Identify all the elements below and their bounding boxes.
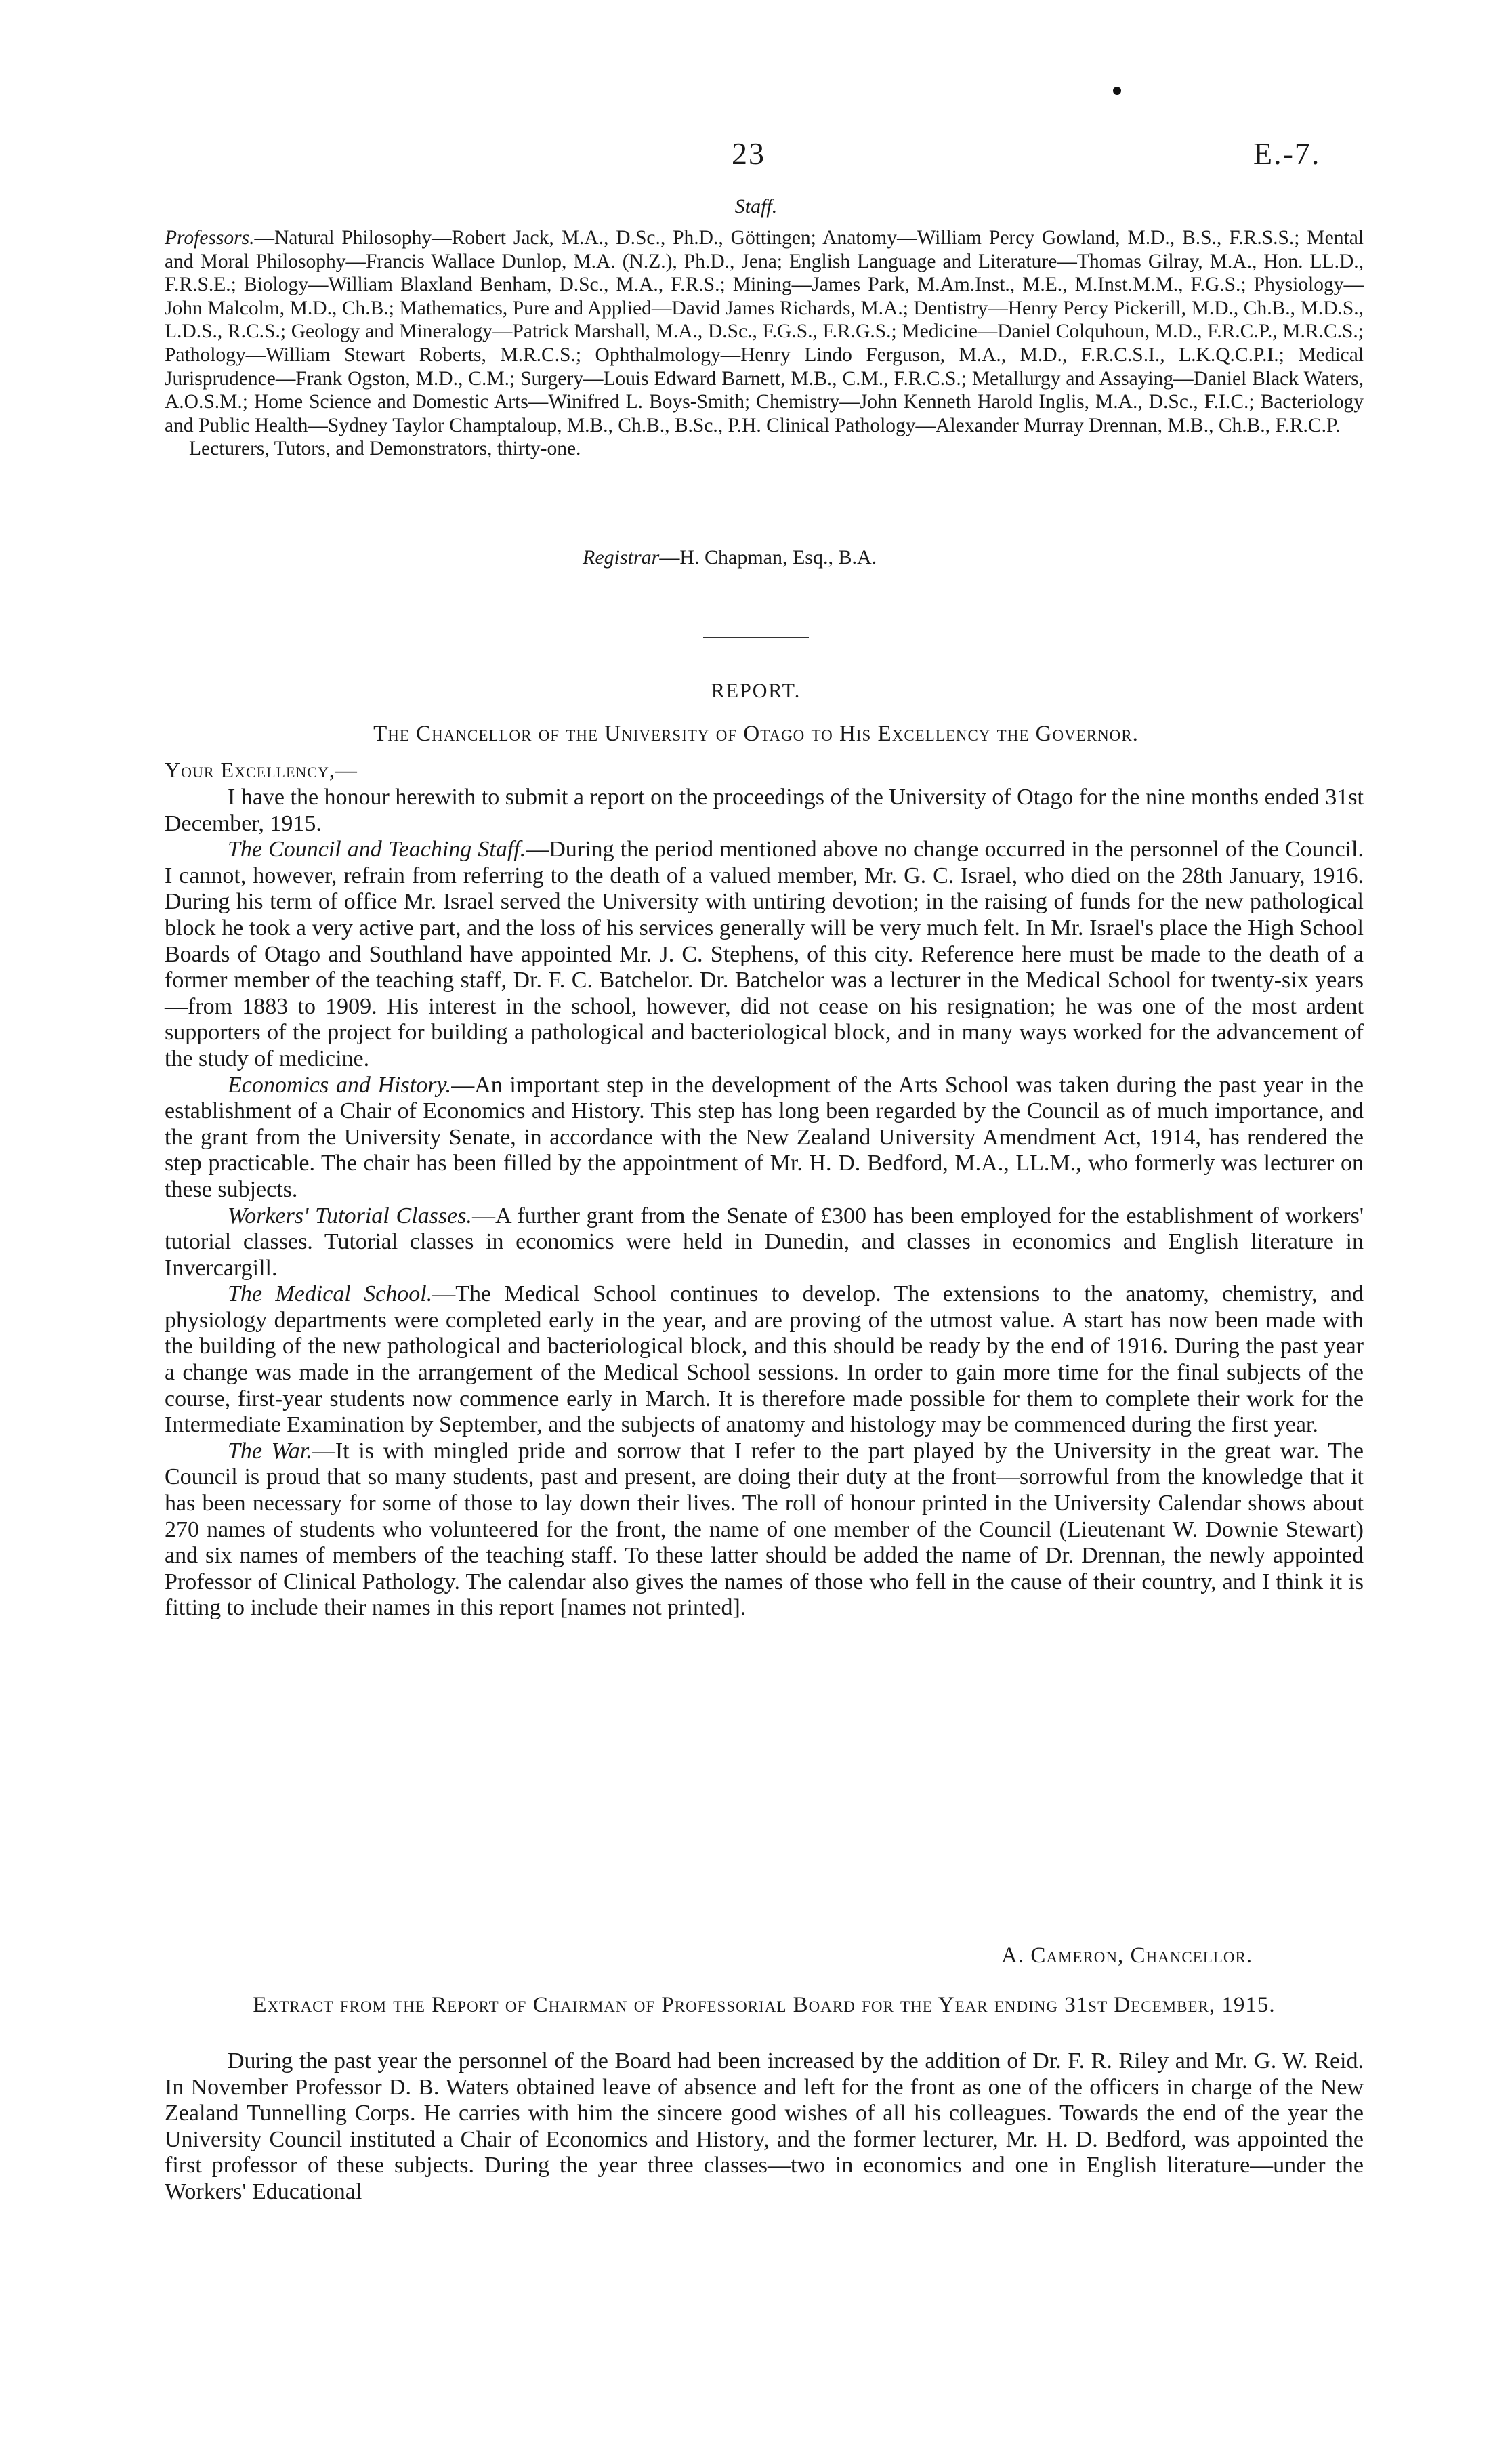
report-paragraph [165,837,1364,1072]
paragraph-text: I have the honour herewith to submit a report on the proceedings of the University of Otago for the nine months ended 31st December, 1915. [165,785,1364,836]
paragraph-lead: The War. [228,1438,312,1464]
salutation: Your Excellency,— [165,758,358,782]
paragraph-lead: The Council and Teaching Staff. [228,837,526,863]
professors-text: —Natural Philosophy—Robert Jack, M.A., D.Sc., Ph.D., Göttingen; Anatomy—William Percy Gowland, M.D., B.S., F.R.S.S.; Mental and Moral Philosophy—Francis Wallace Dunlop, M.A. (N.Z.), Ph.D., Jena; English Language and Literature—Thomas Gilray, M.A., Hon. LL.D., F.R.S.E.; Biology—William Blaxland Benham, D.Sc., M.A., F.R.S.; Mining—James Park, M.Am.Inst., M.E., M.Inst.M.M., F.G.S.; Physiology—John Malcolm, M.D., Ch.B.; Mathematics, Pure and Applied—David James Richards, M.A.; Dentistry—Henry Percy Pickerill, M.D., Ch.B., M.D.S., L.D.S., R.C.S.; Geology and Mineralogy—Patrick Marshall, M.A., D.Sc., F.G.S., F.R.G.S.; Medicine—Daniel Colquhoun, M.D., F.R.C.P., M.R.C.S.; Pathology—William Stewart Roberts, M.R.C.S.; Ophthalmology—Henry Lindo Ferguson, M.A., M.D., F.R.C.S.I., L.K.Q.C.P.I.; Medical Jurisprudence—Frank Ogston, M.D., C.M.; Surgery—Louis Edward Barnett, M.B., C.M., F.R.C.S.; Metallurgy and Assaying—Daniel Black Waters, A.O.S.M.; Home Science and Domestic Arts—Winifred L. Boys-Smith; Chemistry—John Kenneth Harold Inglis, M.A., D.Sc., F.I.C.; Bacteriology and Public Health—Sydney Taylor Champtaloup, M.B., Ch.B., B.Sc., P.H. Clinical Pathology—Alexander Murray Drennan, M.B., Ch.B., F.R.C.P. [165,227,1364,436]
report-paragraph [165,1203,1364,1282]
page-number: 23 [732,136,765,171]
staff-heading: Staff. [734,195,778,218]
registrar-name: —H. Chapman, Esq., B.A. [659,546,877,569]
paragraph-lead: Workers' Tutorial Classes. [228,1203,472,1228]
report-paragraph [165,785,1364,837]
report-body [165,785,1364,1622]
staff-section [165,226,1364,461]
document-reference: E.-7. [1253,136,1321,171]
paragraph-lead: The Medical School. [228,1281,433,1307]
ink-dot [1113,87,1121,95]
section-divider [703,637,809,638]
report-paragraph [165,1073,1364,1203]
extract-title: Extract from the Report of Chairman of Professorial Board for the Year ending 31st December, 1915. [253,1993,1276,2017]
signature: A. Cameron, Chancellor. [1001,1943,1253,1968]
lecturers-line: Lecturers, Tutors, and Demonstrators, thirty-one. [189,438,581,460]
paragraph-text: —It is with mingled pride and sorrow that I refer to the part played by the University in the great war. The Council is proud that so many students, past and present, are doing their duty at the front—sorrowful from the knowledge that it has been necessary for some of those to lay down their lives. The roll of honour printed in the University Calendar shows about 270 names of students who volunteered for the front, the name of one member of the Council (Lieutenant W. Downie Stewart) and six names of members of the teaching staff. To these latter should be added the name of Dr. Drennan, the newly appointed Professor of Clinical Pathology. The calendar also gives the names of those who fell in the cause of their country, and I think it is fitting to include their names in this report [names not printed]. [165,1438,1364,1621]
report-paragraph [165,1281,1364,1439]
registrar-line [583,546,877,569]
paragraph-lead: Economics and History. [228,1072,452,1098]
professors-label: Professors. [165,227,255,249]
report-paragraph [165,1439,1364,1622]
extract-paragraph: During the past year the personnel of the Board had been increased by the addition of Dr. F. R. Riley and Mr. G. W. Reid. In November Professor D. B. Waters obtained leave of absence and left for the front as one of the officers in charge of the New Zealand Tunnelling Corps. He carries with him the sincere good wishes of all his colleagues. Towards the end of the year the University Council instituted a Chair of Economics and History, and the former lecturer, Mr. H. D. Bedford, was appointed the first professor of these subjects. During the year three classes—two in economics and one in English literature—under the Workers' Educational [165,2048,1364,2204]
report-title: REPORT. [711,680,801,702]
professors-list [165,226,1364,437]
paragraph-text: —An important step in the development of the Arts School was taken during the past year in the establishment of a Chair of Economics and History. This step has long been regarded by the Council as of much importance, and the grant from the University Senate, in accordance with the New Zealand University Amendment Act, 1914, has rendered the step practicable. The chair has been filled by the appointment of Mr. H. D. Bedford, M.A., LL.M., who formerly was lecturer on these subjects. [165,1072,1364,1202]
paragraph-text: —A further grant from the Senate of £300 has been employed for the establishment of workers' tutorial classes. Tutorial classes in economics were held in Dunedin, and classes in economics and English literature in Invercargill. [165,1203,1364,1281]
paragraph-text: —The Medical School continues to develop. The extensions to the anatomy, chemistry, and physiology departments were completed early in the year, and are proving of the utmost value. A start has now been made with the building of the new pathological and bacteriological block, and this should be ready by the end of 1916. During the past year a change was made in the arrangement of the Medical School sessions. In order to gain more time for the final subjects of the course, first-year students now commence early in March. It is therefore made possible for them to complete their work for the Intermediate Examination by September, and the subjects of anatomy and histology may be commenced during the first year. [165,1281,1364,1438]
extract-body [165,2048,1364,2206]
paragraph-text: —During the period mentioned above no change occurred in the personnel of the Council. I cannot, however, refrain from referring to the death of a valued member, Mr. G. C. Israel, who died on the 28th January, 1916. During his term of office Mr. Israel served the University with untiring devotion; in the raising of funds for the new pathological block he took a very active part, and the loss of his services generally will be very much felt. In Mr. Israel's place the High School Boards of Otago and Southland have appointed Mr. J. C. Stephens, of this city. Reference here must be made to the death of a former member of the teaching staff, Dr. F. C. Batchelor. Dr. Batchelor was a lecturer in the Medical School for twenty-six years—from 1883 to 1909. His interest in the school, however, did not cease on his resignation; he was one of the most ardent supporters of the project for building a pathological and bacteriological block, and in many ways worked for the advancement of the study of medicine. [165,837,1364,1071]
registrar-label: Registrar [583,546,660,569]
report-subtitle: The Chancellor of the University of Otago to His Excellency the Governor. [373,722,1139,746]
